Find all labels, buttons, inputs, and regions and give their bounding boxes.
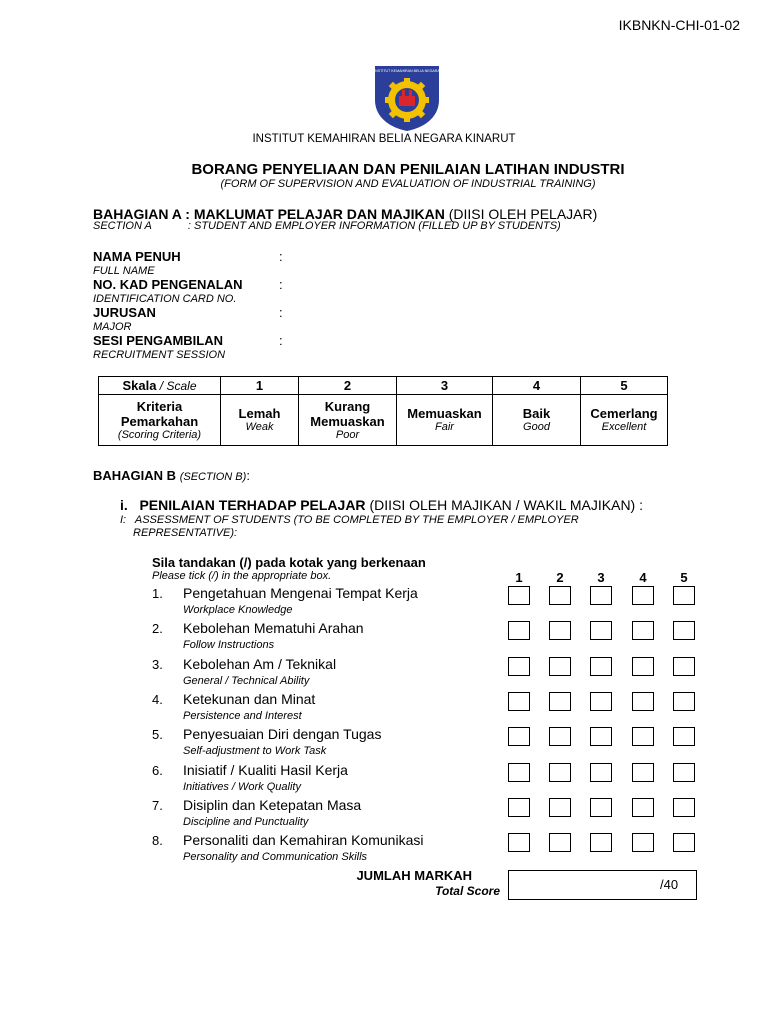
logo-text: INSTITUT KEMAHIRAN BELIA NEGARA: [374, 69, 440, 73]
field-full-name-colon[interactable]: :: [279, 249, 283, 264]
tick-box-5[interactable]: [673, 586, 695, 605]
criterion-sublabel: Initiatives / Work Quality: [183, 781, 301, 793]
criterion-label: Penyesuaian Diri dengan Tugas: [183, 726, 382, 742]
tick-box-3[interactable]: [590, 727, 612, 746]
tick-box-3[interactable]: [590, 763, 612, 782]
instruction: Sila tandakan (/) pada kotak yang berkenaan: [152, 555, 426, 570]
tick-box-2[interactable]: [549, 833, 571, 852]
criteria-header-cell: [99, 395, 221, 446]
tick-box-4[interactable]: [632, 692, 654, 711]
scale-level-cell: [581, 395, 668, 446]
tick-box-1[interactable]: [508, 833, 530, 852]
section-a-title-bold: BAHAGIAN A : MAKLUMAT PELAJAR DAN MAJIKAN: [93, 206, 445, 222]
instruction-en: Please tick (/) in the appropriate box.: [152, 570, 332, 582]
tick-box-4[interactable]: [632, 727, 654, 746]
column-number: 5: [680, 570, 688, 585]
scoring-scale-table: [98, 376, 668, 446]
scale-header-cell: [99, 377, 221, 395]
tick-box-4[interactable]: [632, 621, 654, 640]
criterion-label: Personaliti dan Kemahiran Komunikasi: [183, 832, 424, 848]
tick-box-4[interactable]: [632, 657, 654, 676]
criterion-number: 6.: [152, 763, 163, 778]
scale-level-number: 4: [493, 377, 581, 395]
field-full-name: [93, 249, 181, 277]
scale-level-cell: [397, 395, 493, 446]
tick-box-3[interactable]: [590, 833, 612, 852]
part-i-sub-line-2: REPRESENTATIVE):: [133, 527, 238, 539]
level-label-2: Memuaskan: [310, 413, 385, 429]
tick-box-3[interactable]: [590, 657, 612, 676]
tick-box-1[interactable]: [508, 657, 530, 676]
criterion-label: Inisiatif / Kualiti Hasil Kerja: [183, 762, 348, 778]
document-code: IKBNKN-CHI-01-02: [618, 17, 740, 33]
tick-box-2[interactable]: [549, 727, 571, 746]
section-a-subtitle: [93, 220, 561, 232]
level-label: Lemah: [238, 406, 281, 421]
field-label: NO. KAD PENGENALAN: [93, 277, 243, 292]
level-label-en: Excellent: [601, 421, 647, 433]
field-label: NAMA PENUH: [93, 249, 181, 264]
tick-box-5[interactable]: [673, 798, 695, 817]
criterion-label: Kebolehan Am / Teknikal: [183, 656, 337, 672]
column-number: 1: [515, 570, 523, 585]
criterion-label: Disiplin dan Ketepatan Masa: [183, 797, 362, 813]
tick-box-4[interactable]: [632, 763, 654, 782]
tick-box-2[interactable]: [549, 798, 571, 817]
field-sublabel: RECRUITMENT SESSION: [93, 349, 226, 361]
level-label: Baik: [522, 406, 551, 421]
scale-level-cell: [221, 395, 299, 446]
tick-box-1[interactable]: [508, 621, 530, 640]
tick-box-4[interactable]: [632, 586, 654, 605]
level-label: Memuaskan: [407, 406, 482, 421]
tick-box-4[interactable]: [632, 798, 654, 817]
criterion-sublabel: Personality and Communication Skills: [183, 851, 368, 863]
criterion-sublabel: Workplace Knowledge: [183, 604, 293, 616]
form-subtitle: (FORM OF SUPERVISION AND EVALUATION OF INDUSTRIAL TRAINING): [220, 178, 596, 190]
criterion-sublabel: General / Technical Ability: [183, 675, 310, 687]
section-a-sub-text: : STUDENT AND EMPLOYER INFORMATION (FILLED UP BY STUDENTS): [187, 220, 561, 232]
field-sublabel: MAJOR: [93, 321, 132, 333]
part-i-subtitle: [120, 514, 640, 540]
scale-level-number: 3: [397, 377, 493, 395]
part-i-title: [120, 497, 643, 513]
tick-box-2[interactable]: [549, 692, 571, 711]
criterion-sublabel: Persistence and Interest: [183, 710, 302, 722]
column-number: 4: [639, 570, 647, 585]
criterion-sublabel: Follow Instructions: [183, 639, 275, 651]
total-score-label-en: Total Score: [435, 884, 500, 898]
field-label: SESI PENGAMBILAN: [93, 333, 224, 348]
field-sublabel: FULL NAME: [93, 265, 155, 277]
section-b-label-en: (SECTION B): [179, 471, 247, 483]
field-recruitment-session-colon[interactable]: :: [279, 333, 283, 348]
field-ic-number-colon[interactable]: :: [279, 277, 283, 292]
tick-box-1[interactable]: [508, 763, 530, 782]
scale-level-number: 2: [299, 377, 397, 395]
tick-box-3[interactable]: [590, 621, 612, 640]
tick-box-1[interactable]: [508, 727, 530, 746]
section-b-title: [93, 468, 250, 483]
level-label: Kurang: [324, 398, 371, 414]
scale-level-cell: [299, 395, 397, 446]
tick-box-5[interactable]: [673, 727, 695, 746]
tick-box-5[interactable]: [673, 833, 695, 852]
criterion-label: Pengetahuan Mengenai Tempat Kerja: [183, 585, 418, 601]
criterion-number: 1.: [152, 586, 163, 601]
section-b-colon: :: [246, 468, 250, 483]
criterion-sublabel: Self-adjustment to Work Task: [183, 745, 327, 757]
tick-box-1[interactable]: [508, 692, 530, 711]
scale-separator: /: [156, 379, 167, 393]
part-i-sub-line-1: I: ASSESSMENT OF STUDENTS (TO BE COMPLETED BY THE EMPLOYER / EMPLOYER: [120, 514, 579, 526]
tick-box-2[interactable]: [549, 657, 571, 676]
tick-box-5[interactable]: [673, 621, 695, 640]
criterion-number: 2.: [152, 621, 163, 636]
criterion-label: Kebolehan Mematuhi Arahan: [183, 620, 364, 636]
form-title: BORANG PENYELIAAN DAN PENILAIAN LATIHAN INDUSTRI: [191, 161, 625, 178]
field-recruitment-session: [93, 333, 225, 361]
tick-box-1[interactable]: [508, 798, 530, 817]
tick-box-5[interactable]: [673, 763, 695, 782]
scale-level-number: 1: [221, 377, 299, 395]
section-b-label: BAHAGIAN B: [93, 468, 177, 483]
tick-box-2[interactable]: [549, 621, 571, 640]
column-number: 2: [556, 570, 564, 585]
field-ic-number: [93, 277, 243, 305]
column-number: 3: [597, 570, 605, 585]
tick-box-5[interactable]: [673, 692, 695, 711]
part-i-title-bold: i. PENILAIAN TERHADAP PELAJAR: [120, 497, 366, 513]
criterion-number: 4.: [152, 692, 163, 707]
field-major-colon[interactable]: :: [279, 305, 283, 320]
field-major: [93, 305, 156, 333]
criterion-number: 5.: [152, 727, 163, 742]
tick-box-4[interactable]: [632, 833, 654, 852]
tick-box-3[interactable]: [590, 692, 612, 711]
tick-box-2[interactable]: [549, 763, 571, 782]
scale-label: Skala: [122, 378, 157, 393]
section-a-title-note: (DIISI OLEH PELAJAR): [448, 206, 598, 222]
tick-box-3[interactable]: [590, 798, 612, 817]
scale-level-number: 5: [581, 377, 668, 395]
tick-box-2[interactable]: [549, 586, 571, 605]
field-sublabel: IDENTIFICATION CARD NO.: [93, 293, 237, 305]
field-label: JURUSAN: [93, 305, 156, 320]
criterion-label: Ketekunan dan Minat: [183, 691, 316, 707]
criterion-sublabel: Discipline and Punctuality: [183, 816, 309, 828]
institute-name: INSTITUT KEMAHIRAN BELIA NEGARA KINARUT: [252, 133, 516, 145]
tick-box-3[interactable]: [590, 586, 612, 605]
scale-level-cell: [493, 395, 581, 446]
criteria-label-1: Kriteria: [136, 398, 183, 414]
level-label-en: Poor: [335, 428, 360, 441]
criterion-number: 8.: [152, 833, 163, 848]
tick-box-5[interactable]: [673, 657, 695, 676]
level-label-en: Good: [523, 421, 550, 433]
institute-logo: [371, 60, 443, 132]
criteria-label-en: (Scoring Criteria): [117, 428, 202, 441]
level-label-en: Weak: [245, 421, 274, 433]
level-label-en: Fair: [435, 421, 454, 433]
tick-box-1[interactable]: [508, 586, 530, 605]
criteria-label-2: Pemarkahan: [120, 413, 199, 429]
section-a-sub-label: SECTION A: [93, 220, 152, 232]
scale-label-en: Scale: [166, 379, 197, 393]
total-score-label: JUMLAH MARKAH: [356, 868, 472, 883]
criterion-number: 3.: [152, 657, 163, 672]
level-label: Cemerlang: [590, 406, 658, 421]
criterion-number: 7.: [152, 798, 163, 813]
part-i-title-note: (DIISI OLEH MAJIKAN / WAKIL MAJIKAN) :: [369, 497, 643, 513]
total-score-value: /40: [660, 877, 679, 892]
